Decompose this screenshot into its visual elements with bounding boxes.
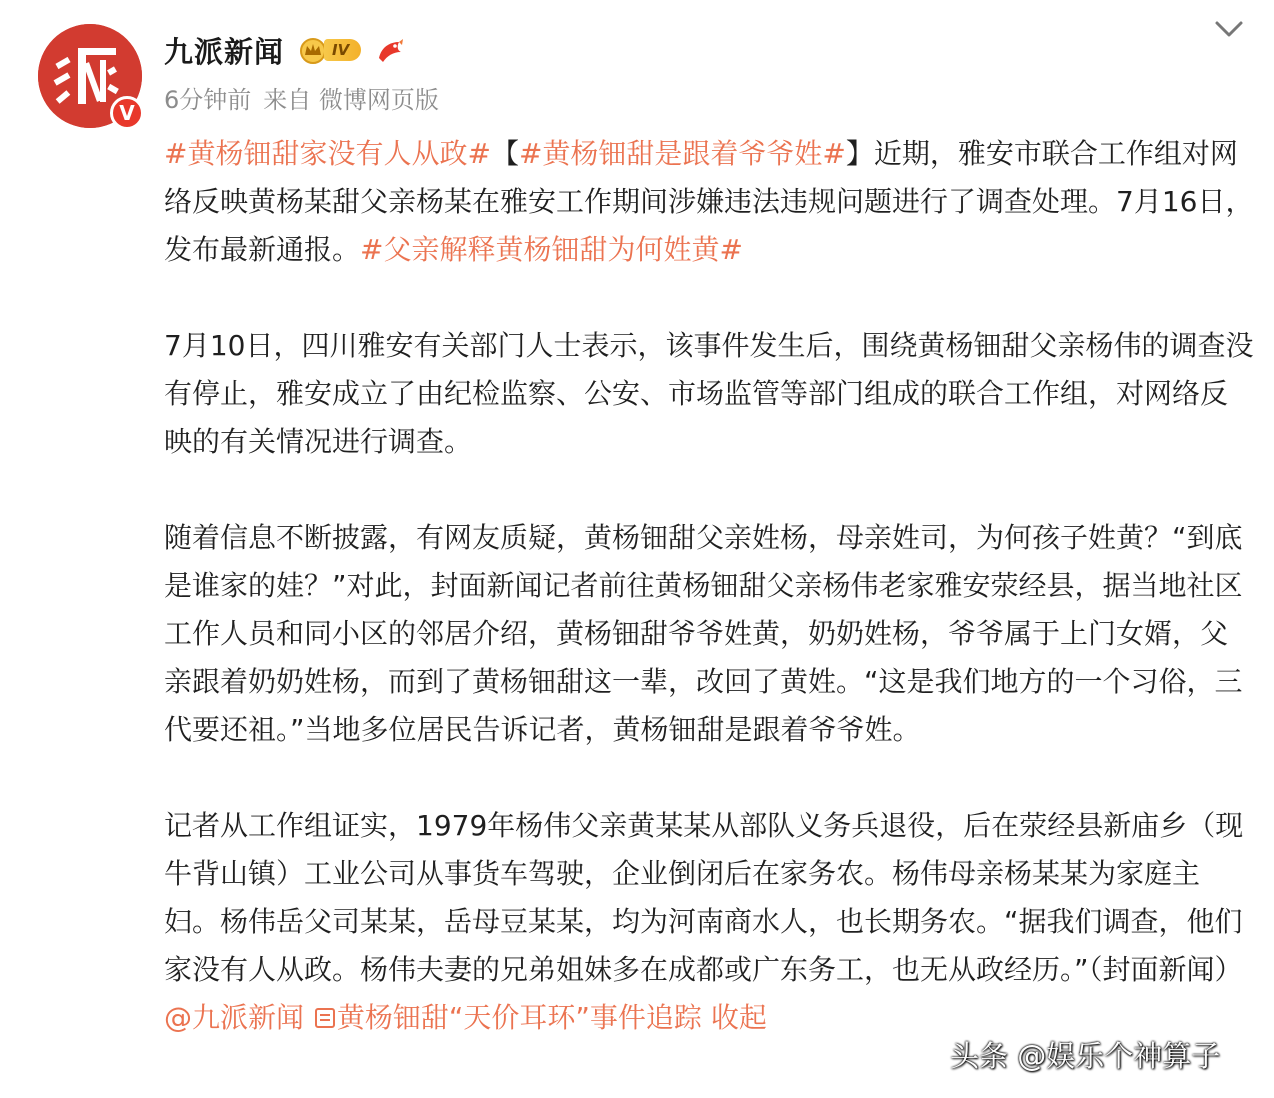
verified-badge: [110, 96, 144, 130]
hashtag-link[interactable]: #父亲解释黄杨钿甜为何姓黄#: [360, 233, 743, 266]
post-meta: [164, 80, 439, 115]
collapse-button[interactable]: 收起: [710, 1001, 767, 1034]
paragraph-1: [164, 130, 1254, 274]
level-badge[interactable]: [298, 36, 361, 64]
article-icon: [313, 1006, 337, 1030]
post-time: 6分钟前: [164, 86, 252, 114]
hashtag-link[interactable]: #黄杨钿甜是跟着爷爷姓#: [518, 137, 846, 170]
topic-link[interactable]: [313, 1001, 702, 1034]
topic-link-text: 黄杨钿甜“天价耳环”事件追踪: [336, 1001, 702, 1034]
hashtag-link[interactable]: #黄杨钿甜家没有人从政#: [164, 137, 491, 170]
paragraph-3: 随着信息不断披露，有网友质疑，黄杨钿甜父亲姓杨，母亲姓司，为何孩子姓黄？“到底是谁家的娃？”对此，封面新闻记者前往黄杨钿甜父亲杨伟老家雅安荥经县，据当地社区工作人员和同小区的邻居介绍，黄杨钿甜爷爷姓黄，奶奶姓杨，爷爷属于上门女婿，父亲跟着奶奶姓杨，而到了黄杨钿甜这一辈，改回了黄姓。“这是我们地方的一个习俗，三代要还祖。”当地多位居民告诉记者，黄杨钿甜是跟着爷爷姓。: [164, 521, 1243, 746]
post-header: [164, 28, 439, 115]
post-source: 来自 微博网页版: [263, 86, 439, 114]
author-name[interactable]: 九派新闻: [164, 34, 285, 69]
red-fish-icon[interactable]: [375, 36, 405, 64]
level-label: IV: [324, 39, 361, 61]
paragraph-2: 7月10日，四川雅安有关部门人士表示，该事件发生后，围绕黄杨钿甜父亲杨伟的调查没有停止，雅安成立了由纪检监察、公安、市场监管等部门组成的联合工作组，对网络反映的有关情况进行调查。: [164, 329, 1254, 458]
mention-link[interactable]: @九派新闻: [164, 1001, 305, 1034]
verified-mark: V: [119, 101, 135, 125]
paragraph-text: 】近期，雅安市联合工作组对网络反映黄杨某甜父亲杨某在雅安工作期间涉嫌违法违规问题进行了调查处理。7月16日，发布最新通报。: [164, 137, 1254, 266]
paragraph-text: 记者从工作组证实，1979年杨伟父亲黄某某从部队义务兵退役，后在荥经县新庙乡（现牛背山镇）工业公司从事货车驾驶，企业倒闭后在家务农。杨伟母亲杨某某为家庭主妇。杨伟岳父司某某，岳母豆某某，均为河南商水人，也长期务农。“据我们调查，他们家没有人从政。杨伟夫妻的兄弟姐妹多在成都或广东务工，也无从政经历。”（封面新闻）: [164, 809, 1244, 986]
chevron-down-icon[interactable]: [1212, 16, 1246, 42]
bracket-open: 【: [490, 137, 519, 170]
post-body: [164, 130, 1254, 1042]
paragraph-4: [164, 802, 1254, 1042]
watermark: 头条 @娱乐个神算子: [950, 1039, 1221, 1073]
